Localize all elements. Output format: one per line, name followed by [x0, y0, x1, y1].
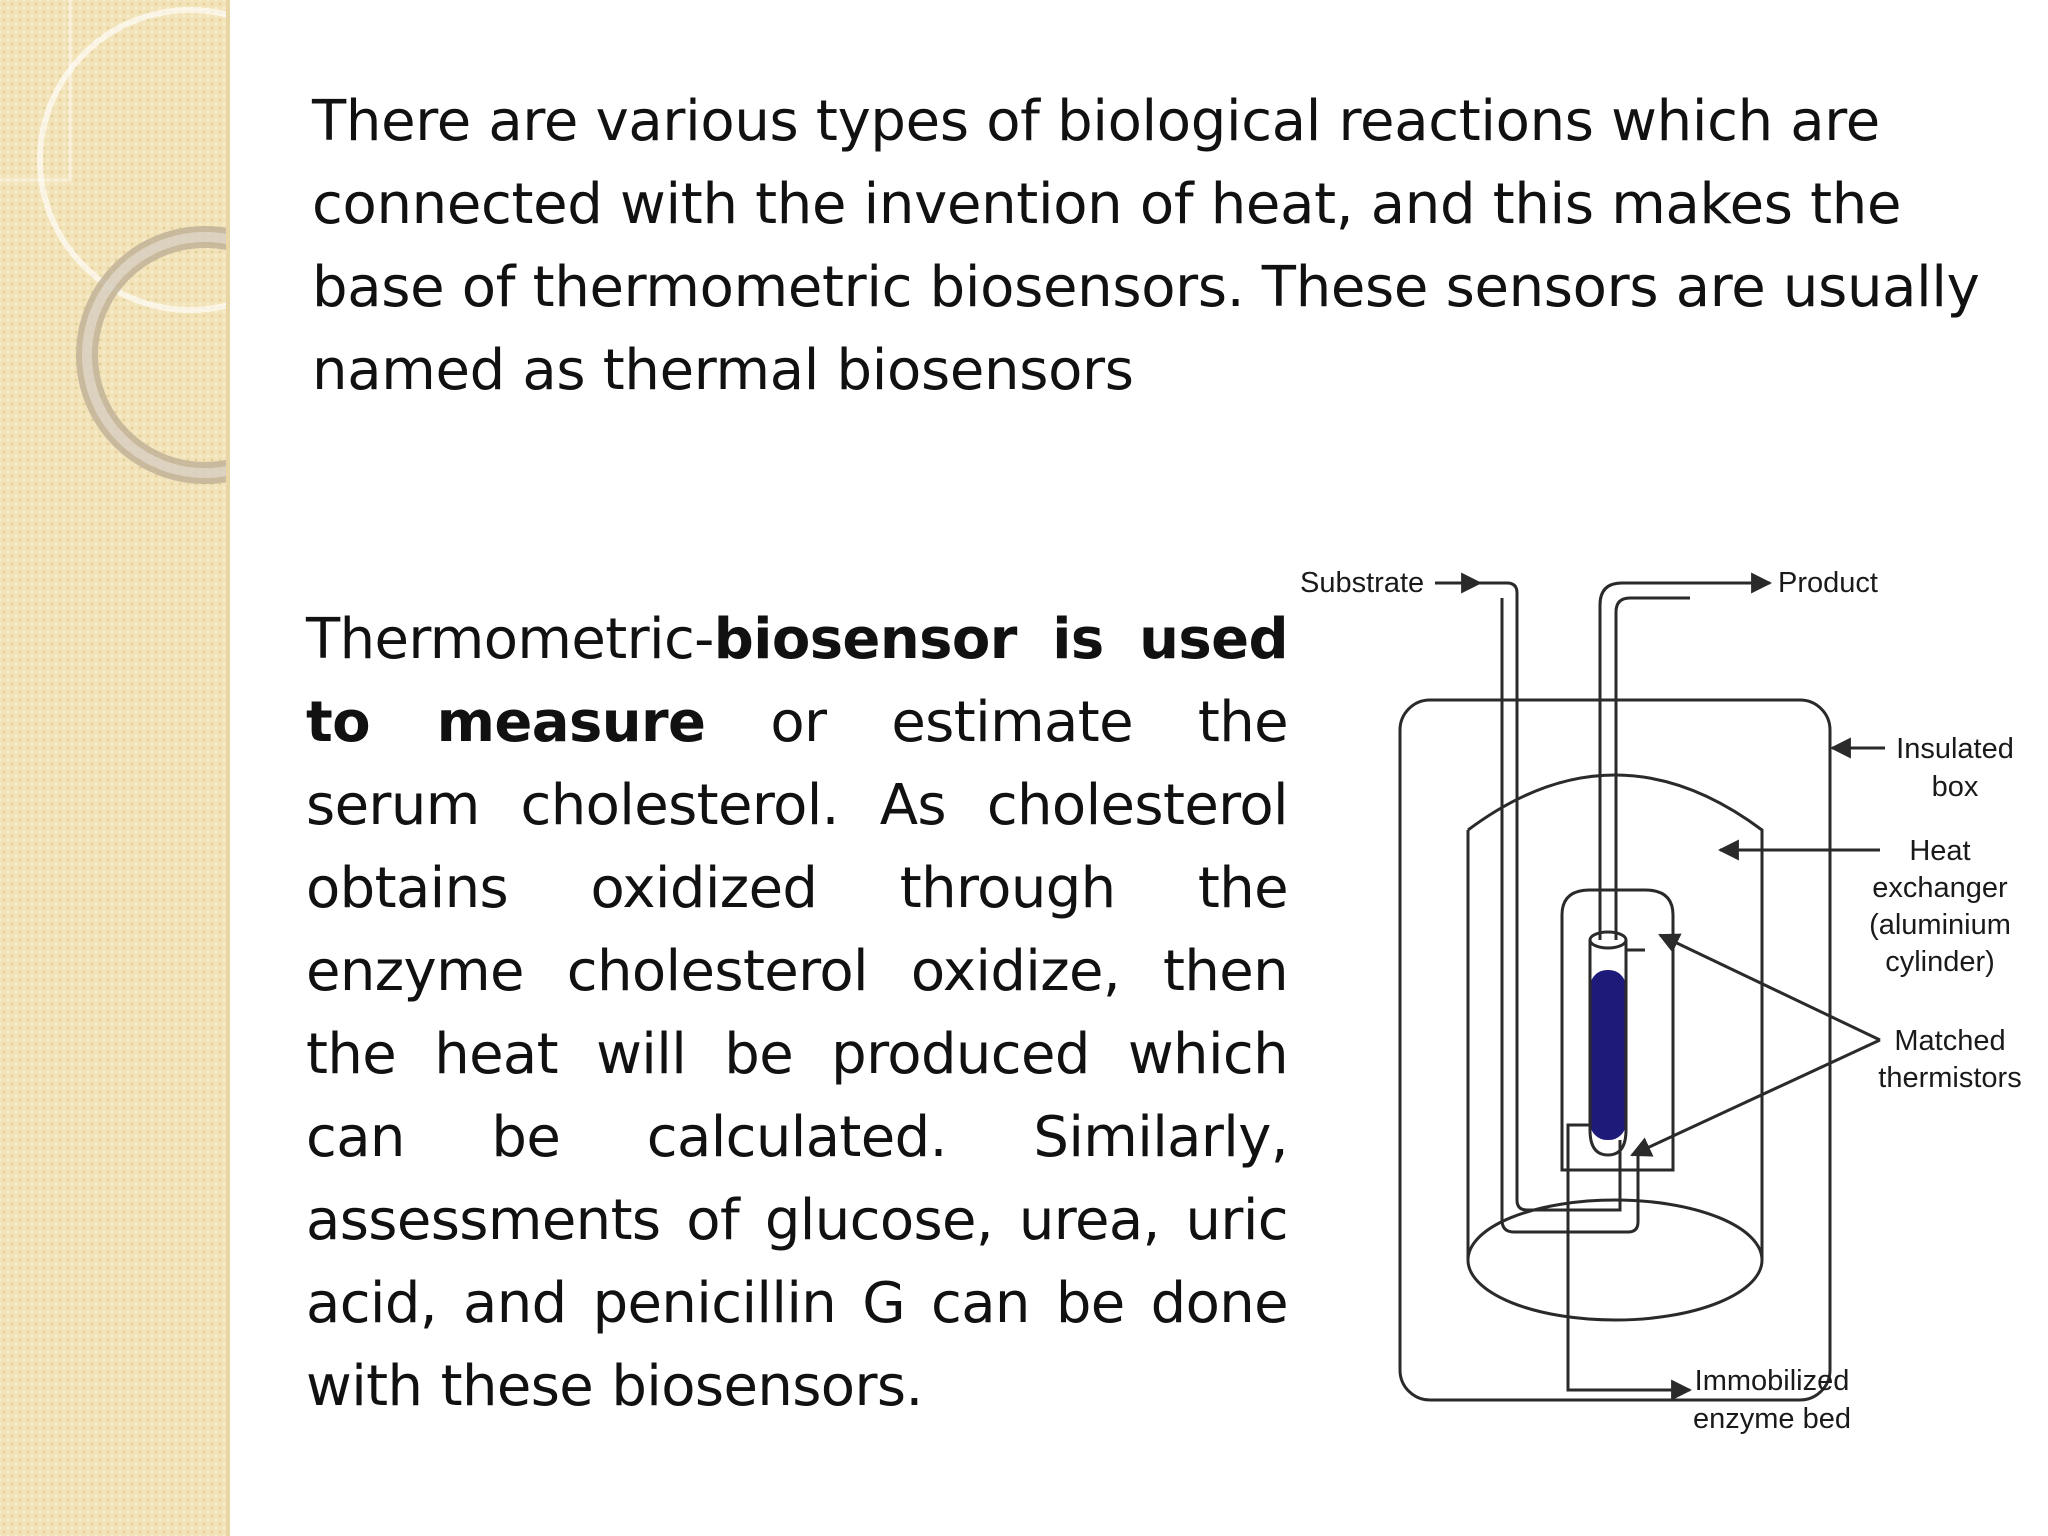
body-rest: or estimate the serum cholesterol. As cholesterol obtains oxidized through the enzyme cholesterol oxidize, then the heat will be produced which can be calculated. Similarly, assessments of glucose, urea, uric acid, and penicillin G can be done with these biosensors.: [306, 690, 1288, 1419]
body-bold-phrase: biosensor is used to measure: [306, 607, 1288, 755]
thermistor-arrow-1: [1660, 935, 1880, 1040]
intro-line: connected with the invention of heat, and this makes the: [312, 172, 1902, 237]
heat-exchanger-label: (aluminium: [1869, 909, 2011, 941]
intro-paragraph: [312, 80, 2012, 412]
enzyme-bed-fill: [1590, 970, 1626, 1140]
insulated-label: Insulated: [1896, 733, 2014, 765]
body-paragraph: [306, 598, 1288, 1428]
decorative-rings-icon: [0, 0, 230, 520]
thermistors-label: Matched: [1894, 1025, 2006, 1057]
heat-exchanger-label: exchanger: [1872, 872, 2008, 904]
enzyme-column-top: [1590, 932, 1626, 948]
intro-line: named as thermal biosensors: [312, 338, 1134, 403]
product-tube: [1600, 583, 1760, 940]
heat-exchanger-label: cylinder): [1885, 946, 1995, 978]
thermistor-arrow-2: [1632, 1040, 1880, 1155]
enzyme-bed-label: enzyme bed: [1693, 1403, 1851, 1435]
heat-exchanger-label: Heat: [1909, 835, 1971, 867]
substrate-label: Substrate: [1300, 567, 1425, 599]
intro-line: base of thermometric biosensors. These sensors are usually: [312, 255, 1980, 320]
cylinder-base: [1468, 1200, 1762, 1320]
product-label: Product: [1778, 567, 1878, 599]
intro-line: There are various types of biological reactions which are: [312, 89, 1880, 154]
decorative-side-band: [0, 0, 230, 1536]
enzyme-bed-label: Immobilized: [1694, 1365, 1850, 1397]
insulated-label: box: [1931, 771, 1979, 803]
thermistors-label: thermistors: [1878, 1062, 2022, 1094]
body-prefix: Thermometric-: [306, 607, 714, 672]
thermal-biosensor-diagram: [1290, 560, 2030, 1460]
